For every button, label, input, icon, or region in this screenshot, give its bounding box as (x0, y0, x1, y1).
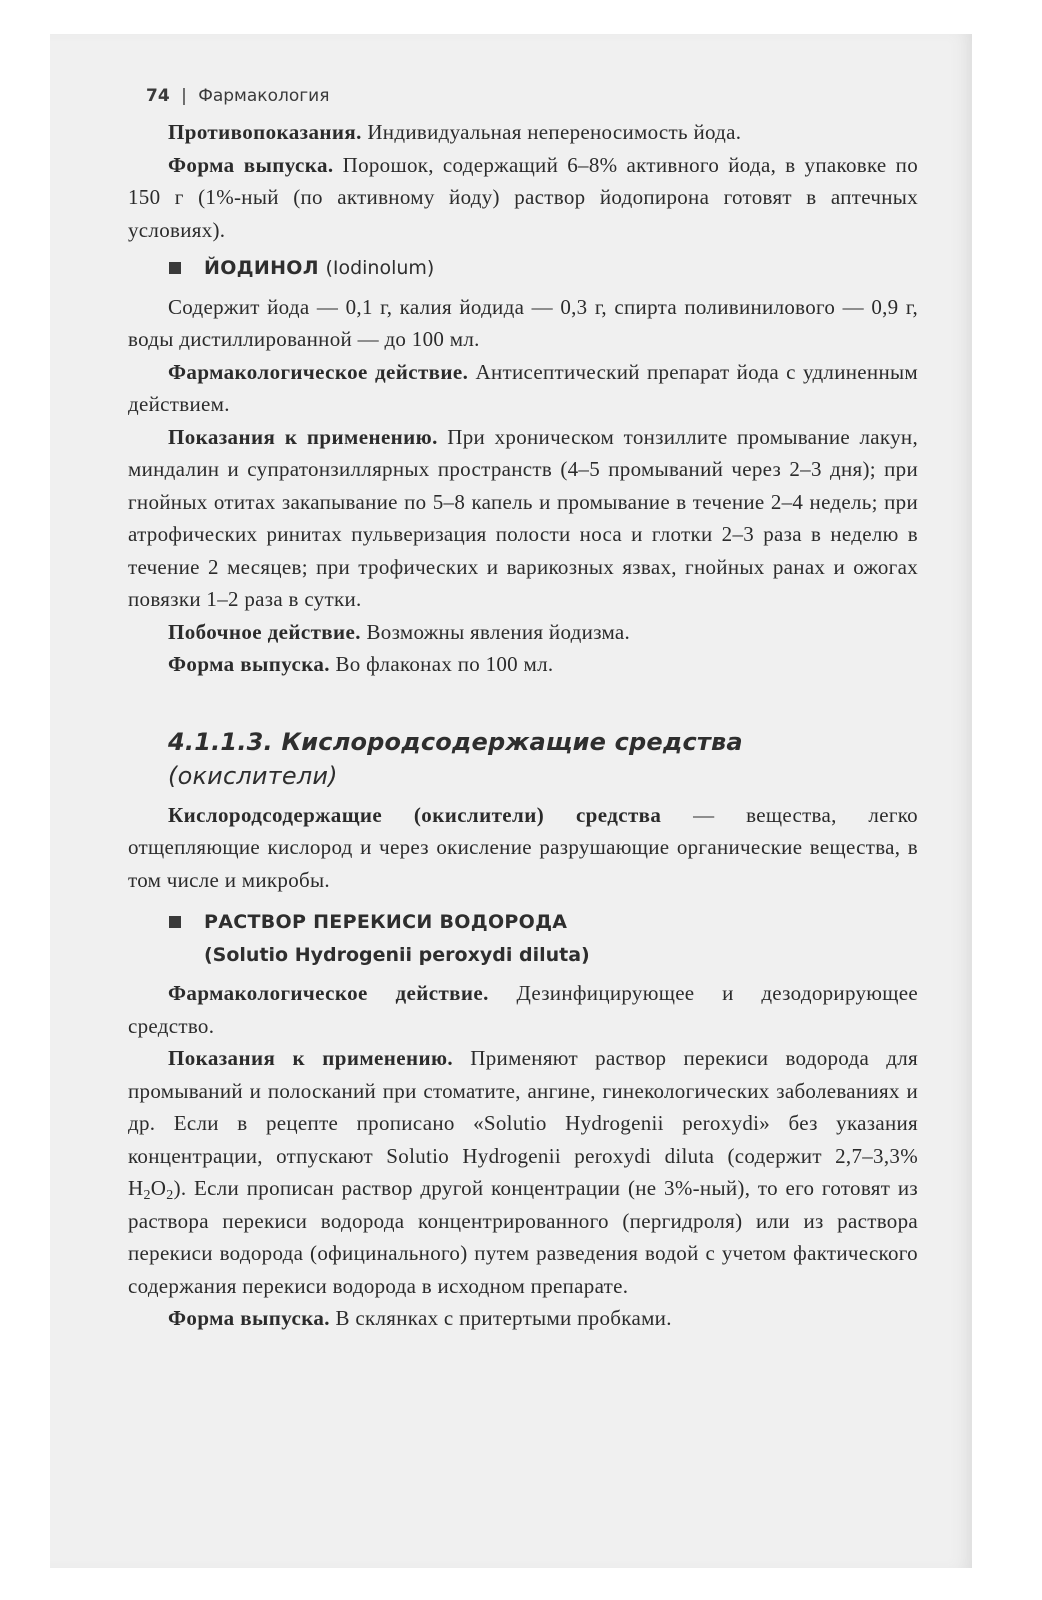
action-label: Фармакологическое действие. (168, 359, 469, 384)
header-separator: | (181, 86, 187, 106)
section-heading (128, 725, 918, 793)
running-head (128, 76, 918, 116)
formula-o: O (150, 1176, 167, 1200)
formula-h: H (128, 1176, 144, 1200)
peroxide-action-paragraph (128, 977, 918, 1042)
indications-text-part2: ). Если прописан раствор другой концентрации (не 3%-ный), то его готовят из раствора перекиси водорода концентрированного (пергидроля) или из раствора перекиси водорода (официнального) путем разведения водой с учетом фактического содержания перекиси водорода в исходном препарате. (128, 1176, 918, 1298)
form-label: Форма выпуска. (168, 1306, 330, 1330)
page-number: 74 (146, 86, 170, 106)
book-page (128, 76, 918, 1335)
contraindications-text: Индивидуальная непереносимость йода. (361, 120, 742, 144)
action-text: Антисептический препарат йода с удлиненным действием. (128, 359, 918, 416)
iodinol-side-effects-paragraph (128, 616, 918, 649)
release-form-paragraph (128, 149, 918, 247)
action-text: Дезинфицирующее и дезодорирующее средство. (128, 981, 918, 1038)
action-label: Фармакологическое действие. (168, 981, 489, 1005)
indications-label: Показания к применению. (168, 424, 438, 449)
drug-heading-iodinol (128, 252, 918, 285)
drug-name: ЙОДИНОЛ (204, 257, 319, 279)
section-number: 4.1.1.3. (168, 727, 273, 756)
formula-subscript: 2 (143, 1188, 151, 1203)
contraindications-paragraph (128, 116, 918, 149)
indications-text-part1: Применяют раствор перекиси водорода для промываний и полосканий при стоматите, ангине, гинекологических заболеваниях и др. Если в рецепте прописано «Solutio Hydrogenii peroxydi» без указания концентрации, отпускают Solutio Hydrogenii peroxydi diluta (содержит 2,7–3,3% (128, 1046, 919, 1168)
side-effects-label: Побочное действие. (168, 619, 361, 644)
iodinol-composition: Содержит йода — 0,1 г, калия йодида — 0,3 г, спирта поливинилового — 0,9 г, воды дистиллированной — до 100 мл. (128, 294, 918, 351)
iodinol-form-paragraph (128, 648, 918, 681)
section-title-paren: (окислители) (168, 761, 338, 790)
section-intro-paragraph (128, 799, 918, 897)
form-label: Форма выпуска. (168, 652, 330, 676)
form-text: Во флаконах по 100 мл. (329, 652, 554, 676)
bullet-square-icon (169, 916, 181, 928)
peroxide-form-paragraph (128, 1302, 918, 1335)
drug-heading-peroxide (128, 906, 918, 971)
release-form-text: Порошок, содержащий 6–8% активного йода, в упаковке по 150 г (1%-ный (по активному йоду) раствор йодопирона готовят в аптечных условиях). (128, 152, 918, 242)
indications-label: Показания к применению. (168, 1046, 454, 1070)
section-intro-label: Кислородсодержащие (окислители) средства (168, 802, 662, 827)
drug-latin-name: (Iodinolum) (325, 257, 435, 279)
formula-subscript: 2 (166, 1188, 174, 1203)
drug-latin-name: (Solutio Hydrogenii peroxydi diluta) (204, 943, 590, 966)
iodinol-action-paragraph (128, 356, 918, 421)
form-text: В склянках с притертыми пробками. (329, 1306, 672, 1330)
iodinol-indications-paragraph (128, 421, 918, 616)
section-intro-text: — вещества, легко отщепляющие кислород и через окисление разрушающие органические вещества, в том числе и микробы. (128, 802, 918, 892)
peroxide-indications-paragraph (128, 1042, 918, 1302)
book-title: Фармакология (198, 86, 330, 106)
section-title: Кислородсодержащие средства (281, 727, 743, 756)
contraindications-label: Противопоказания. (168, 120, 362, 144)
drug-name: РАСТВОР ПЕРЕКИСИ ВОДОРОДА (204, 911, 568, 933)
chemical-formula (128, 1176, 174, 1203)
bullet-square-icon (169, 262, 181, 274)
indications-text: При хроническом тонзиллите промывание лакун, миндалин и супратонзиллярных пространств (4–5 промываний через 2–3 дня); при гнойных отитах закапывание по 5–8 капель и промывание в течение 2–4 недель; при атрофических ринитах пульверизация полости носа и глотки 2–3 раза в неделю в течение 2 месяцев; при трофических и варикозных язвах, гнойных ранах и ожогах повязки 1–2 раза в сутки. (128, 424, 919, 611)
release-form-label: Форма выпуска. (168, 152, 334, 177)
side-effects-text: Возможны явления йодизма. (360, 619, 631, 644)
